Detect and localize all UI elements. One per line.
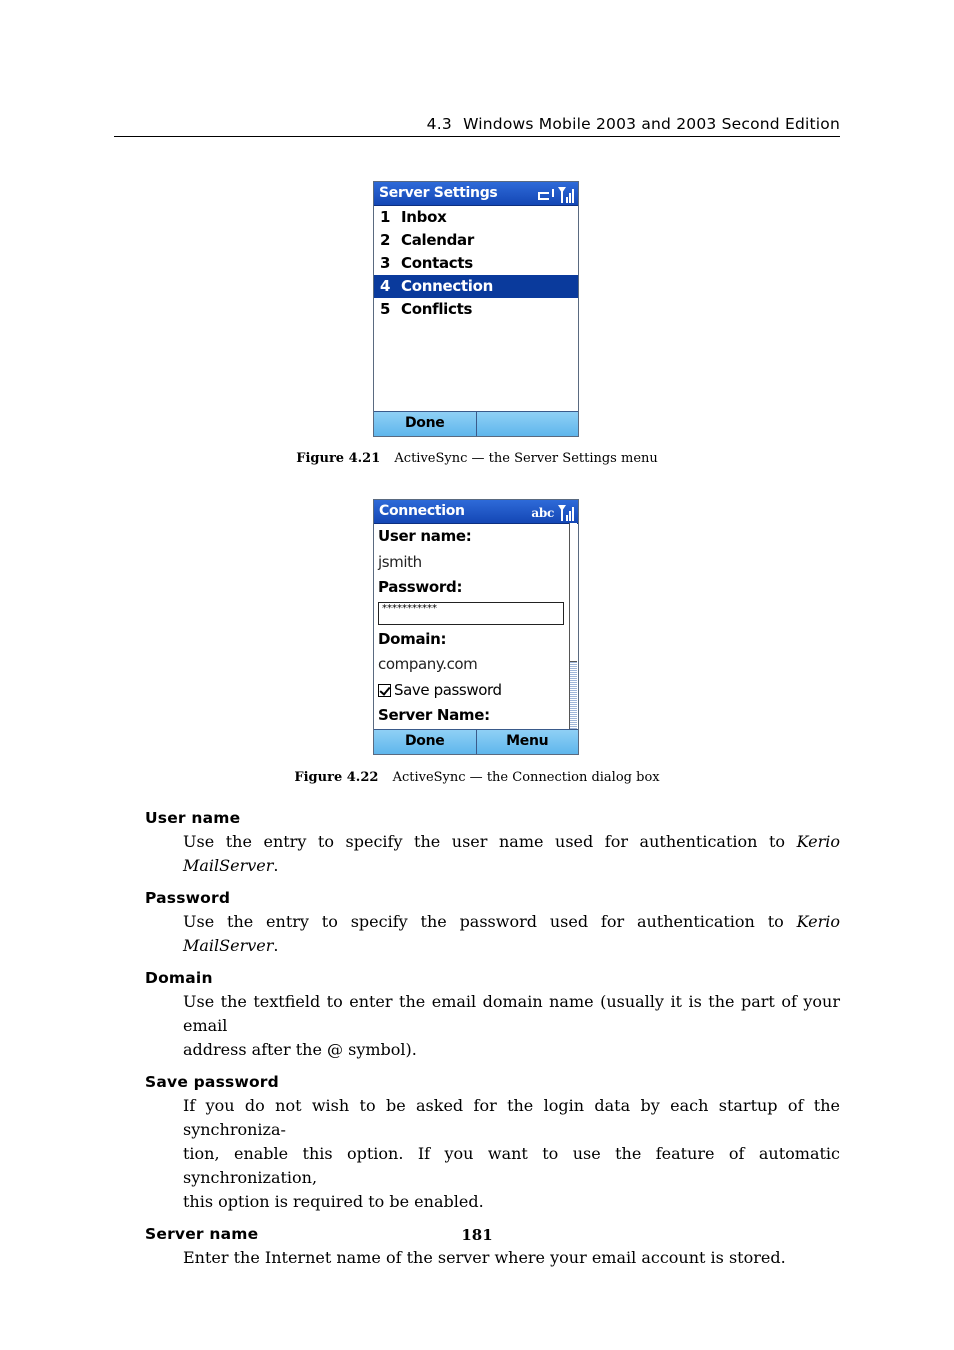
connection-form bbox=[374, 524, 578, 729]
menu-item-label: Calendar bbox=[401, 231, 474, 249]
figure-label: Figure 4.21 bbox=[296, 451, 381, 466]
user-name-field[interactable]: jsmith bbox=[378, 552, 422, 571]
definition-description bbox=[183, 830, 840, 878]
password-field[interactable]: *********** bbox=[378, 602, 564, 625]
menu-item-contacts[interactable] bbox=[374, 252, 578, 275]
definition-description bbox=[183, 1094, 840, 1214]
input-mode-indicator: abc bbox=[531, 506, 554, 520]
done-softkey[interactable]: Done bbox=[404, 733, 445, 749]
status-icons bbox=[531, 502, 574, 521]
server-settings-menu bbox=[374, 206, 578, 321]
menu-item-conflicts[interactable] bbox=[374, 298, 578, 321]
description-line: address after the @ symbol). bbox=[183, 1040, 417, 1059]
definition-password bbox=[145, 886, 845, 958]
item-number: 4 bbox=[380, 277, 391, 295]
definition-user-name bbox=[145, 806, 845, 878]
description-text-end: . bbox=[273, 936, 279, 955]
server-name-label: Server Name: bbox=[378, 706, 490, 724]
server-settings-screen bbox=[373, 181, 579, 437]
definition-description bbox=[183, 910, 840, 958]
definition-save-password bbox=[145, 1070, 845, 1214]
figure-caption-text: ActiveSync — the Connection dialog box bbox=[392, 770, 660, 785]
sync-icon bbox=[538, 189, 554, 203]
product-name: Kerio MailServer bbox=[183, 912, 840, 955]
status-icons bbox=[538, 184, 574, 203]
screen-title: Connection bbox=[379, 503, 465, 519]
user-name-label: User name: bbox=[378, 527, 472, 545]
section-number: 4.3 bbox=[426, 115, 452, 133]
description-line: this option is required to be enabled. bbox=[183, 1192, 484, 1211]
item-number: 1 bbox=[380, 208, 391, 226]
definition-term: User name bbox=[145, 809, 241, 827]
figure-label: Figure 4.22 bbox=[294, 770, 379, 785]
domain-field[interactable]: company.com bbox=[378, 655, 478, 673]
menu-softkey[interactable]: Menu bbox=[476, 730, 579, 754]
screen-title: Server Settings bbox=[379, 185, 498, 201]
softkey-bar bbox=[374, 411, 578, 436]
menu-item-label: Contacts bbox=[401, 254, 473, 272]
save-password-checkbox[interactable] bbox=[378, 684, 391, 697]
definition-term: Domain bbox=[145, 969, 213, 987]
section-title: Windows Mobile 2003 and 2003 Second Edition bbox=[463, 115, 840, 133]
done-softkey[interactable]: Done bbox=[404, 415, 445, 431]
signal-icon bbox=[558, 186, 574, 203]
signal-icon bbox=[558, 504, 574, 521]
description-line: Use the textfield to enter the email domain name (usually it is the part of your email bbox=[183, 992, 840, 1035]
description-text: Use the entry to specify the user name used for authentication to bbox=[183, 832, 797, 851]
menu-item-inbox[interactable] bbox=[374, 206, 578, 229]
description-line: tion, enable this option. If you want to use the feature of automatic synchronization, bbox=[183, 1144, 840, 1187]
figure-4-22-caption bbox=[0, 770, 954, 785]
description-line: If you do not wish to be asked for the login data by each startup of the synchroniza- bbox=[183, 1096, 840, 1139]
save-password-row[interactable] bbox=[378, 678, 578, 704]
item-number: 5 bbox=[380, 300, 391, 318]
description-text-end: . bbox=[273, 856, 279, 875]
item-number: 2 bbox=[380, 231, 391, 249]
menu-item-calendar[interactable] bbox=[374, 229, 578, 252]
connection-screen bbox=[373, 499, 579, 755]
password-label: Password: bbox=[378, 578, 463, 596]
figure-4-21-caption bbox=[0, 451, 954, 466]
save-password-label: Save password bbox=[394, 680, 502, 699]
figure-caption-text: ActiveSync — the Server Settings menu bbox=[394, 451, 658, 466]
description-text: Use the entry to specify the password used for authentication to bbox=[183, 912, 797, 931]
scrollbar[interactable] bbox=[569, 523, 577, 732]
title-bar bbox=[374, 182, 578, 206]
menu-item-label: Conflicts bbox=[401, 300, 473, 318]
definition-list bbox=[145, 806, 845, 1278]
running-header bbox=[114, 114, 840, 137]
description-line: Enter the Internet name of the server where your email account is stored. bbox=[183, 1248, 786, 1267]
menu-item-label: Inbox bbox=[401, 208, 447, 226]
definition-term: Save password bbox=[145, 1073, 279, 1091]
page-number: 181 bbox=[461, 1226, 493, 1244]
item-number: 3 bbox=[380, 254, 391, 272]
definition-term: Server name bbox=[145, 1225, 259, 1243]
domain-label: Domain: bbox=[378, 629, 447, 648]
softkey-bar bbox=[374, 729, 578, 754]
right-softkey[interactable] bbox=[476, 412, 579, 436]
title-bar bbox=[374, 500, 578, 524]
menu-item-connection[interactable] bbox=[374, 275, 578, 298]
product-name: Kerio MailServer bbox=[183, 832, 840, 875]
menu-item-label: Connection bbox=[401, 277, 494, 295]
scrollbar-thumb[interactable] bbox=[570, 523, 577, 662]
definition-description bbox=[183, 1246, 840, 1270]
definition-description bbox=[183, 990, 840, 1062]
definition-domain bbox=[145, 966, 845, 1062]
definition-term: Password bbox=[145, 889, 231, 907]
